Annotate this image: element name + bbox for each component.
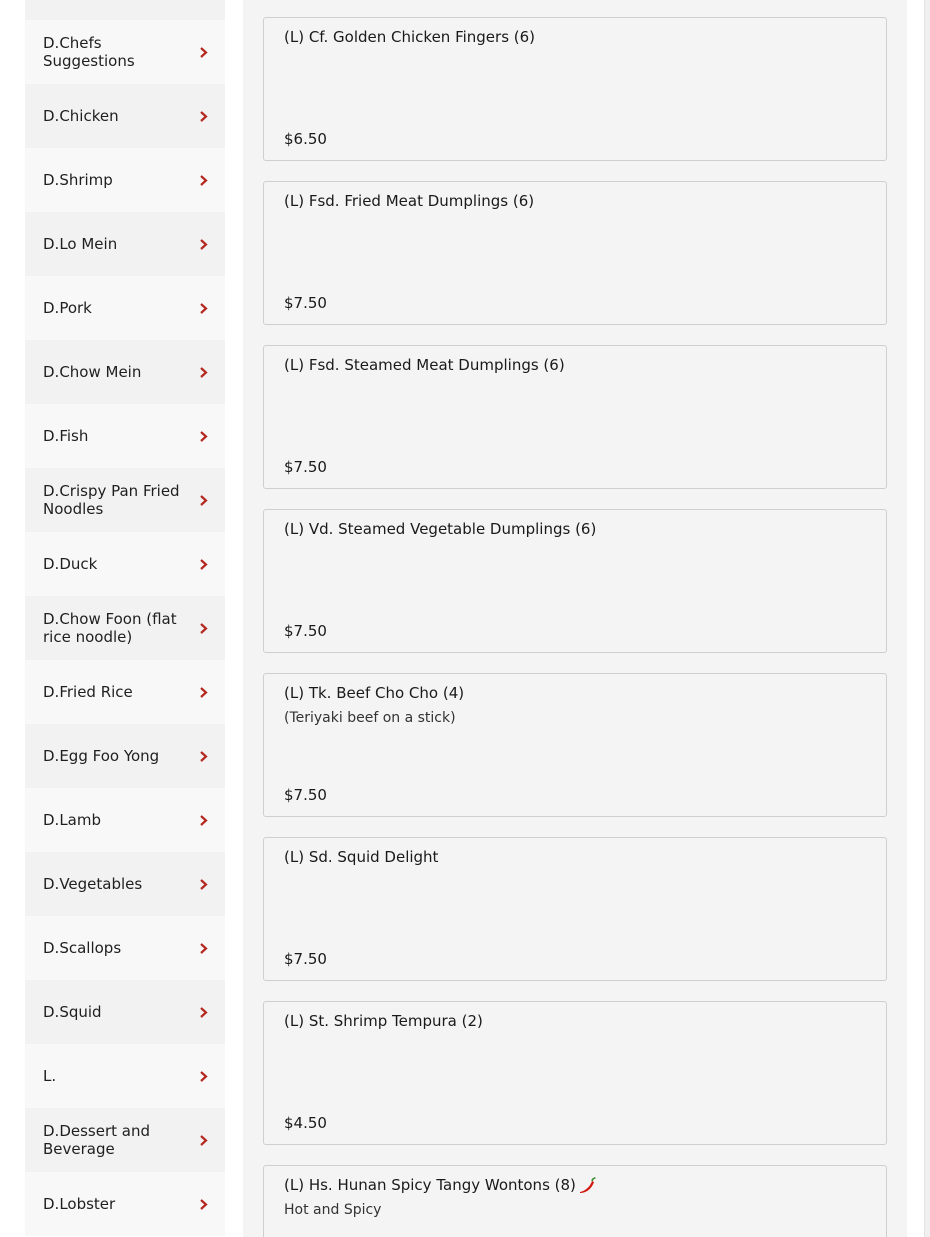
chevron-right-icon [197, 430, 209, 442]
menu-item-card[interactable] [263, 17, 887, 161]
sidebar-item-squid[interactable] [25, 980, 225, 1044]
sidebar-item-label: D.Duck [43, 555, 98, 573]
sidebar-item-scallops[interactable] [25, 916, 225, 980]
chevron-right-icon [197, 1134, 209, 1146]
sidebar-item-label: D.Pork [43, 299, 92, 317]
chevron-right-icon [197, 238, 209, 250]
sidebar-item-label: D.Vegetables [43, 875, 143, 893]
menu-item-description: (Teriyaki beef on a stick) [284, 710, 456, 726]
sidebar-item-lobster[interactable] [25, 1172, 225, 1236]
sidebar-item-label: D.Fish [43, 427, 89, 445]
sidebar-item-label: L. [43, 1067, 57, 1085]
chili-pepper-icon [577, 1176, 597, 1194]
menu-item-name-row [284, 1176, 597, 1194]
sidebar-item-fried-rice[interactable] [25, 660, 225, 724]
chevron-right-icon [197, 366, 209, 378]
sidebar-item-l[interactable] [25, 1044, 225, 1108]
menu-item-card[interactable] [263, 1165, 887, 1237]
menu-item-name: (L) Fsd. Fried Meat Dumplings (6) [284, 192, 535, 210]
sidebar-item-label: D.Chow Mein [43, 363, 142, 381]
sidebar-item-label: D.Chow Foon (flat rice noodle) [43, 610, 177, 646]
sidebar-item-chow-foon[interactable] [25, 596, 225, 660]
sidebar-item-fish[interactable] [25, 404, 225, 468]
sidebar-item-lamb[interactable] [25, 788, 225, 852]
sidebar-item-label: D.Shrimp [43, 171, 113, 189]
menu-item-card[interactable] [263, 837, 887, 981]
menu-item-name: (L) St. Shrimp Tempura (2) [284, 1012, 483, 1030]
menu-item-description: Hot and Spicy [284, 1202, 382, 1218]
menu-item-price: $7.50 [284, 294, 327, 312]
menu-item-price: $7.50 [284, 458, 327, 476]
menu-item-name: (L) Tk. Beef Cho Cho (4) [284, 684, 465, 702]
menu-item-price: $7.50 [284, 622, 327, 640]
sidebar-item-top[interactable] [25, 0, 225, 20]
chevron-right-icon [197, 750, 209, 762]
sidebar-item-label: D.Scallops [43, 939, 122, 957]
chevron-right-icon [197, 814, 209, 826]
menu-items-panel [243, 0, 907, 1237]
menu-item-price: $4.50 [284, 1114, 327, 1132]
menu-item-name: (L) Cf. Golden Chicken Fingers (6) [284, 28, 536, 46]
sidebar-item-pork[interactable] [25, 276, 225, 340]
chevron-right-icon [197, 494, 209, 506]
sidebar-item-label: D.Lo Mein [43, 235, 118, 253]
menu-item-card[interactable] [263, 673, 887, 817]
sidebar-item-dessert-and-beverage[interactable] [25, 1108, 225, 1172]
menu-item-card[interactable] [263, 1001, 887, 1145]
sidebar-item-label: D.Squid [43, 1003, 102, 1021]
menu-item-name: (L) Fsd. Steamed Meat Dumplings (6) [284, 356, 565, 374]
sidebar-item-egg-foo-yong[interactable] [25, 724, 225, 788]
chevron-right-icon [197, 622, 209, 634]
menu-item-card[interactable] [263, 181, 887, 325]
menu-item-name: (L) Vd. Steamed Vegetable Dumplings (6) [284, 520, 597, 538]
sidebar-item-duck[interactable] [25, 532, 225, 596]
sidebar-item-chefs-suggestions[interactable] [25, 20, 225, 84]
menu-item-price: $6.50 [284, 130, 327, 148]
chevron-right-icon [197, 46, 209, 58]
menu-item-name: (L) Sd. Squid Delight [284, 848, 439, 866]
chevron-right-icon [197, 110, 209, 122]
chevron-right-icon [197, 878, 209, 890]
sidebar-item-chicken[interactable] [25, 84, 225, 148]
menu-item-price: $7.50 [284, 950, 327, 968]
sidebar-item-label: D.Chefs Suggestions [43, 34, 135, 70]
chevron-right-icon [197, 1006, 209, 1018]
chevron-right-icon [197, 686, 209, 698]
chevron-right-icon [197, 302, 209, 314]
chevron-right-icon [197, 1070, 209, 1082]
menu-item-price: $7.50 [284, 786, 327, 804]
sidebar-item-label: D.Dessert and Beverage [43, 1122, 150, 1158]
sidebar-item-vegetables[interactable] [25, 852, 225, 916]
sidebar-item-label: D.Lobster [43, 1195, 116, 1213]
menu-item-card[interactable] [263, 345, 887, 489]
menu-item-card[interactable] [263, 509, 887, 653]
menu-item-name: (L) Hs. Hunan Spicy Tangy Wontons (8) [284, 1176, 576, 1194]
sidebar-item-label: D.Fried Rice [43, 683, 133, 701]
sidebar-item-crispy-pan-fried-noodles[interactable] [25, 468, 225, 532]
sidebar-item-label: D.Lamb [43, 811, 102, 829]
sidebar-item-label: D.Crispy Pan Fried Noodles [43, 482, 180, 518]
category-sidebar [25, 0, 225, 1236]
sidebar-item-lo-mein[interactable] [25, 212, 225, 276]
sidebar-item-chow-mein[interactable] [25, 340, 225, 404]
chevron-right-icon [197, 1198, 209, 1210]
chevron-right-icon [197, 942, 209, 954]
chevron-right-icon [197, 558, 209, 570]
sidebar-item-label: D.Egg Foo Yong [43, 747, 160, 765]
sidebar-item-shrimp[interactable] [25, 148, 225, 212]
sidebar-item-label: D.Chicken [43, 107, 119, 125]
scrollbar-edge[interactable] [924, 0, 930, 1237]
chevron-right-icon [197, 174, 209, 186]
